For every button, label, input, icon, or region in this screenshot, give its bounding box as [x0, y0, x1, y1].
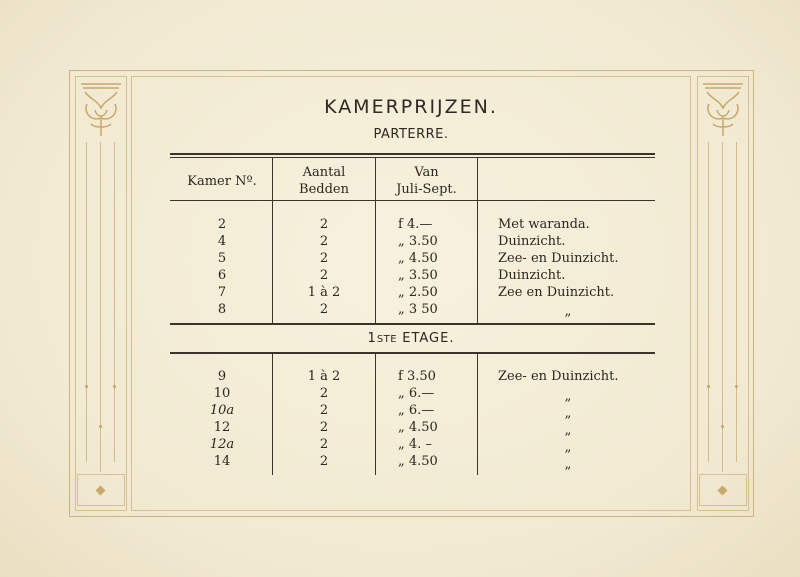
border-dot	[735, 385, 738, 388]
remark: Duinzicht.	[498, 268, 566, 283]
section-divider-rule	[170, 352, 655, 354]
border-line	[86, 142, 87, 462]
border-line	[722, 142, 723, 472]
header-bottom-rule	[170, 200, 655, 201]
border-dot	[85, 385, 88, 388]
bed-count: 2	[319, 454, 329, 469]
room-number: 4	[217, 234, 227, 249]
section-sup: STE	[376, 334, 398, 345]
bed-count: 2	[319, 234, 329, 249]
price: „ 4.50	[398, 420, 438, 435]
bed-count: 2	[319, 251, 329, 266]
bed-count: 2	[319, 403, 329, 418]
price: „ 2.50	[398, 285, 438, 300]
room-number: 8	[217, 302, 227, 317]
room-number: 2	[217, 217, 227, 232]
header-beds-line2: Bedden	[299, 182, 349, 197]
remark: „	[564, 304, 572, 319]
remark: Duinzicht.	[498, 234, 566, 249]
remark: Zee en Duinzicht.	[498, 285, 615, 300]
right-border-panel	[697, 76, 749, 511]
remark: „	[564, 406, 572, 421]
remark: Zee- en Duinzicht.	[498, 251, 619, 266]
header-room: Kamer Nº.	[187, 174, 257, 189]
room-number: 10	[213, 386, 231, 401]
price: „ 4. –	[398, 437, 432, 452]
border-line	[114, 142, 115, 462]
border-line	[100, 142, 101, 472]
remark: „	[564, 423, 572, 438]
room-number: 10a	[209, 403, 235, 418]
section-label: ETAGE.	[402, 331, 455, 346]
remark: „	[564, 389, 572, 404]
art-nouveau-ornament-icon	[77, 78, 125, 140]
room-number: 9	[217, 369, 227, 384]
header-price-line2: Juli-Sept.	[396, 182, 457, 197]
price: „ 3.50	[398, 268, 438, 283]
section-divider-rule	[170, 323, 655, 325]
section-prefix: 1	[367, 331, 377, 346]
border-dot	[707, 385, 710, 388]
room-number: 14	[213, 454, 231, 469]
remark: Met waranda.	[498, 217, 590, 232]
price: f 4.—	[398, 217, 433, 232]
price: „ 6.—	[398, 386, 435, 401]
border-dot	[99, 425, 102, 428]
price: „ 6.—	[398, 403, 435, 418]
page-title: KAMERPRIJZEN.	[324, 96, 498, 118]
remark: Zee- en Duinzicht.	[498, 369, 619, 384]
border-line	[708, 142, 709, 462]
bed-count: 2	[319, 437, 329, 452]
bed-count: 2	[319, 217, 329, 232]
room-number: 12a	[209, 437, 235, 452]
section-title-etage	[131, 331, 691, 346]
border-dot	[113, 385, 116, 388]
bed-count: 2	[319, 420, 329, 435]
price: „ 4.50	[398, 454, 438, 469]
room-number: 12	[213, 420, 231, 435]
room-number: 5	[217, 251, 227, 266]
header-beds-line1: Aantal	[302, 165, 346, 180]
section-title-parterre: PARTERRE.	[373, 127, 449, 142]
art-nouveau-ornament-icon	[699, 78, 747, 140]
bed-count: 2	[319, 302, 329, 317]
price: „ 3.50	[398, 234, 438, 249]
table-top-rule	[170, 153, 655, 158]
border-dot	[721, 425, 724, 428]
bed-count: 1 à 2	[307, 285, 341, 300]
bed-count: 2	[319, 268, 329, 283]
price: f 3.50	[398, 369, 436, 384]
header-price-line1: Van	[414, 165, 439, 180]
border-line	[736, 142, 737, 462]
room-number: 6	[217, 268, 227, 283]
bed-count: 1 à 2	[307, 369, 341, 384]
room-number: 7	[217, 285, 227, 300]
column-divider	[375, 354, 376, 475]
bed-count: 2	[319, 386, 329, 401]
price: „ 4.50	[398, 251, 438, 266]
price: „ 3 50	[398, 302, 438, 317]
left-border-panel	[75, 76, 127, 511]
remark: „	[564, 440, 572, 455]
remark: „	[564, 457, 572, 472]
